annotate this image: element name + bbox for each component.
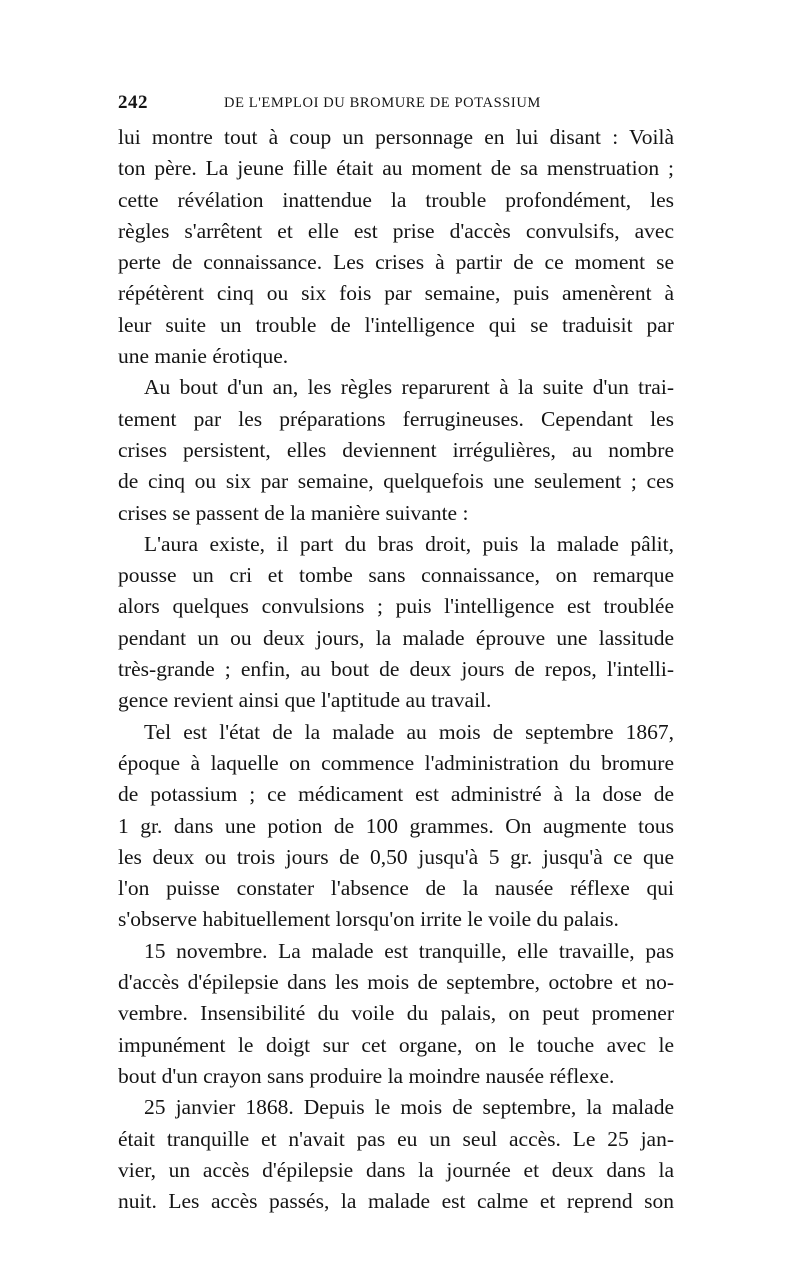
page-number: 242: [118, 92, 148, 113]
running-head: [118, 92, 674, 122]
text-line: 25 janvier 1868. Depuis le mois de septembre, la malade: [144, 1095, 674, 1120]
paragraph: [118, 529, 674, 717]
text-line: ton père. La jeune fille était au moment de sa menstruation ;: [118, 156, 674, 181]
text-line: gence revient ainsi que l'aptitude au travail.: [118, 688, 492, 713]
text-line: l'on puisse constater l'absence de la nausée réflexe qui: [118, 876, 674, 901]
text-line: lui montre tout à coup un personnage en lui disant : Voilà: [118, 125, 674, 149]
text-line: Au bout d'un an, les règles reparurent à la suite d'un trai-: [144, 375, 674, 400]
paragraph: [118, 122, 674, 372]
body-text: [118, 122, 674, 1217]
text-line: perte de connaissance. Les crises à partir de ce moment se: [118, 250, 674, 275]
paragraph: [118, 372, 674, 528]
text-line: L'aura existe, il part du bras droit, puis la malade pâlit,: [144, 531, 674, 556]
paragraph: [118, 936, 674, 1092]
text-line: d'accès d'épilepsie dans les mois de septembre, octobre et no-: [118, 970, 674, 995]
text-line: leur suite un trouble de l'intelligence qui se traduisit par: [118, 312, 674, 337]
text-line: vier, un accès d'épilepsie dans la journée et deux dans la: [118, 1157, 674, 1182]
text-line: Tel est l'état de la malade au mois de septembre 1867,: [144, 719, 674, 744]
text-line: règles s'arrêtent et elle est prise d'accès convulsifs, avec: [118, 218, 674, 243]
text-line: s'observe habituellement lorsqu'on irrite le voile du palais.: [118, 907, 619, 932]
text-line: alors quelques convulsions ; puis l'intelligence est troublée: [118, 594, 674, 619]
text-line: impunément le doigt sur cet organe, on le touche avec le: [118, 1032, 674, 1057]
text-line: crises persistent, elles deviennent irrégulières, au nombre: [118, 437, 674, 462]
text-line: époque à laquelle on commence l'administration du bromure: [118, 750, 674, 775]
text-line: vembre. Insensibilité du voile du palais, on peut promener: [118, 1001, 674, 1026]
text-line: pousse un cri et tombe sans connaissance, on remarque: [118, 563, 674, 588]
running-title: DE L'EMPLOI DU BROMURE DE POTASSIUM: [224, 95, 541, 111]
text-line: 1 gr. dans une potion de 100 grammes. On augmente tous: [118, 813, 674, 838]
text-line: une manie érotique.: [118, 344, 289, 369]
text-line: crises se passent de la manière suivante :: [118, 500, 469, 525]
text-line: très-grande ; enfin, au bout de deux jours de repos, l'intelli-: [118, 657, 674, 682]
paragraph: [118, 717, 674, 936]
text-line: de potassium ; ce médicament est administré à la dose de: [118, 782, 674, 807]
text-line: nuit. Les accès passés, la malade est calme et reprend son: [118, 1189, 674, 1214]
text-line: cette révélation inattendue la trouble profondément, les: [118, 187, 674, 212]
text-line: répétèrent cinq ou six fois par semaine, puis amenèrent à: [118, 281, 674, 306]
text-line: 15 novembre. La malade est tranquille, elle travaille, pas: [144, 938, 674, 963]
paragraph: [118, 1092, 674, 1217]
text-line: était tranquille et n'avait pas eu un seul accès. Le 25 jan-: [118, 1126, 674, 1151]
text-line: pendant un ou deux jours, la malade éprouve une lassitude: [118, 625, 674, 650]
text-line: de cinq ou six par semaine, quelquefois une seulement ; ces: [118, 469, 674, 494]
book-page: [118, 92, 674, 1217]
text-line: les deux ou trois jours de 0,50 jusqu'à 5 gr. jusqu'à ce que: [118, 844, 674, 869]
text-line: tement par les préparations ferrugineuses. Cependant les: [118, 406, 674, 431]
text-line: bout d'un crayon sans produire la moindre nausée réflexe.: [118, 1063, 615, 1088]
